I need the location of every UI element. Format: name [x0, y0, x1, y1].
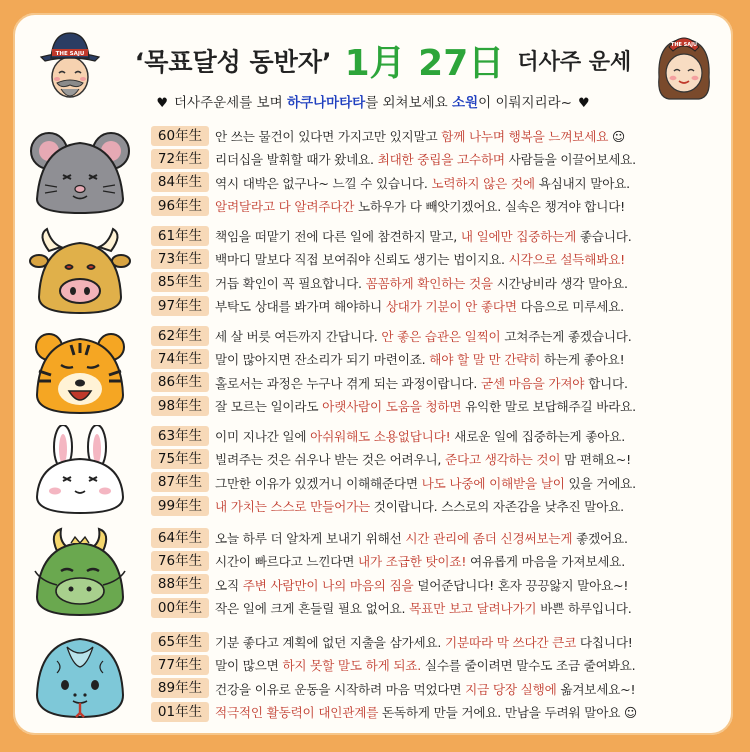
fortune-text: 알려달라고 다 알려주다간 노하우가 다 빼앗기겠어요. 실속은 챙겨야 합니다!: [215, 199, 626, 215]
header: [13, 13, 733, 125]
fortune-rows: [151, 324, 726, 417]
fortune-row: [151, 549, 726, 572]
fortune-text: 건강을 이유로 운동을 시작하려 마음 먹었다면 지금 당장 실행에 옮겨보세요~!: [215, 681, 636, 697]
fortune-row: [151, 526, 726, 549]
fortune-text: 말이 많으면 하지 못할 말도 하게 되죠. 실수를 줄이려면 말수도 조금 줄여봐요.: [215, 658, 636, 674]
fortune-text: 거듭 확인이 꼭 필요합니다. 꼼꼼하게 확인하는 것을 시간낭비라 생각 말아요.: [215, 275, 628, 291]
birth-year-badge: 64年生: [151, 528, 209, 548]
snake-icon: [27, 631, 133, 723]
birth-year-badge: 77年生: [151, 655, 209, 675]
fortune-text: 홀로서는 과정은 누구나 겪게 되는 과정이랍니다. 굳센 마음을 가져야 합니다.: [215, 375, 628, 391]
left-hat-text: THE SAJU: [55, 51, 85, 57]
rat-icon: [27, 125, 133, 217]
fortune-row: [151, 347, 726, 370]
birth-year-badge: 84年生: [151, 172, 209, 192]
birth-year-badge: 76年生: [151, 551, 209, 571]
birth-year-badge: 86年生: [151, 372, 209, 392]
zodiac-section-rat: [13, 121, 733, 221]
fortune-rows: [151, 224, 726, 317]
subtitle-highlight-2: 소원: [452, 95, 479, 111]
birth-year-badge: 63年生: [151, 426, 209, 446]
fortune-row: [151, 247, 726, 270]
heart-left-icon: ♥: [156, 96, 169, 111]
fortune-row: [151, 424, 726, 447]
fortune-row: [151, 471, 726, 494]
birth-year-badge: 89年生: [151, 678, 209, 698]
fortune-row: [151, 653, 726, 676]
fortune-row: [151, 194, 726, 217]
zodiac-section-ox: [13, 221, 733, 321]
fortune-rows: [151, 630, 726, 723]
birth-year-badge: 61年生: [151, 226, 209, 246]
page-title: [83, 35, 683, 86]
birth-year-badge: 01年生: [151, 702, 209, 722]
ox-icon: [27, 225, 133, 317]
zodiac-section-rabbit: [13, 421, 733, 521]
birth-year-badge: 73年生: [151, 249, 209, 269]
fortune-row: [151, 294, 726, 317]
fortune-text: 역시 대박은 없구나~ 느낄 수 있습니다. 노력하지 않은 것에 욕심내지 말아요.: [215, 175, 630, 191]
subtitle-post: 이 이뤄지리라~: [478, 95, 572, 111]
title-quote: ‘목표달성 동반자’: [134, 47, 332, 77]
fortune-text: 부탁도 상대를 봐가며 해야하니 상대가 기분이 안 좋다면 다음으로 미루세요.: [215, 299, 624, 315]
fortune-text: 빌려주는 것은 쉬우나 받는 것은 어려우니, 준다고 생각하는 것이 맘 편해요~!: [215, 452, 632, 468]
tiger-icon: [27, 325, 133, 417]
fortune-text: 오늘 하루 더 알차게 보내기 위해선 시간 관리에 좀더 신경써보는게 좋겠어요.: [215, 531, 628, 547]
fortune-text: 내 가치는 스스로 만들어가는 것이랍니다. 스스로의 자존감을 낮추진 말아요.: [215, 499, 624, 515]
fortune-row: [151, 630, 726, 653]
fortune-rows: [151, 424, 726, 517]
birth-year-badge: 96年生: [151, 196, 209, 216]
fortune-text: 그만한 이유가 있겠거니 이해해준다면 나도 나중에 이해받을 날이 있을 거에요.: [215, 475, 636, 491]
dragon-icon: [27, 527, 133, 619]
birth-year-badge: 85年生: [151, 272, 209, 292]
fortune-card: [9, 9, 737, 739]
birth-year-badge: 87年生: [151, 472, 209, 492]
fortune-row: [151, 447, 726, 470]
subtitle-pre: 더사주운세를 보며: [174, 95, 287, 111]
fortune-text: 잘 모르는 일이라도 아랫사람이 도움을 청하면 유익한 말로 보답해주길 바라요.: [215, 399, 636, 415]
fortune-row: [151, 171, 726, 194]
birth-year-badge: 74年生: [151, 349, 209, 369]
subtitle-mid: 를 외쳐보세요: [365, 95, 453, 111]
fortune-text: 책임을 떠맡기 전에 다른 일에 참견하지 말고, 내 일에만 집중하는게 좋습니다.: [215, 229, 632, 245]
fortune-text: 백마디 말보다 직접 보여줘야 신뢰도 생기는 법이지요. 시각으로 설득해봐요!: [215, 252, 626, 268]
fortune-text: 오직 주변 사람만이 나의 마음의 짐을 덜어준답니다! 혼자 끙끙앓지 말아요~!: [215, 577, 629, 593]
fortune-text: 말이 많아지면 잔소리가 되기 마련이죠. 해야 할 말 만 간략히 하는게 좋아요!: [215, 352, 625, 368]
birth-year-badge: 75年生: [151, 449, 209, 469]
right-hat-text: THE SAJU: [670, 42, 698, 48]
subtitle-highlight-1: 하쿠나마타타: [286, 95, 366, 111]
fortune-text: 이미 지나간 일에 아쉬워해도 소용없답니다! 새로운 일에 집중하는게 좋아요.: [215, 429, 626, 445]
fortune-text: 적극적인 활동력이 대인관계를 돈독하게 만들 거에요. 만남을 두려워 말아요 ☺: [215, 705, 637, 721]
subtitle: [13, 91, 733, 111]
rabbit-icon: [27, 425, 133, 517]
birth-year-badge: 97年生: [151, 296, 209, 316]
birth-year-badge: 60年生: [151, 126, 209, 146]
birth-year-badge: 65年生: [151, 632, 209, 652]
fortune-row: [151, 224, 726, 247]
fortune-row: [151, 596, 726, 619]
birth-year-badge: 98年生: [151, 396, 209, 416]
title-suffix: 더사주 운세: [517, 50, 632, 75]
fortune-rows: [151, 526, 726, 619]
fortune-row: [151, 371, 726, 394]
fortune-text: 안 쓰는 물건이 있다면 가지고만 있지말고 함께 나누며 행복을 느껴보세요 ☺: [215, 129, 625, 145]
fortune-row: [151, 494, 726, 517]
fortune-row: [151, 573, 726, 596]
birth-year-badge: 99年生: [151, 496, 209, 516]
zodiac-section-dragon: [13, 523, 733, 623]
fortune-row: [151, 124, 726, 147]
fortune-rows: [151, 124, 726, 217]
zodiac-section-tiger: [13, 321, 733, 421]
fortune-text: 작은 일에 크게 흔들릴 필요 없어요. 목표만 보고 달려나가기 바쁜 하루입니다.: [215, 601, 632, 617]
fortune-row: [151, 700, 726, 723]
zodiac-section-snake: [13, 627, 733, 727]
fortune-row: [151, 147, 726, 170]
fortune-text: 세 살 버릇 여든까지 간답니다. 안 좋은 습관은 일찍이 고쳐주는게 좋겠습니다.: [215, 329, 632, 345]
fortune-row: [151, 324, 726, 347]
fortune-row: [151, 271, 726, 294]
birth-year-badge: 88年生: [151, 574, 209, 594]
heart-right-icon: ♥: [577, 96, 590, 111]
fortune-text: 기분 좋다고 계획에 없던 지출을 삼가세요. 기분따라 막 쓰다간 큰코 다칩니다!: [215, 635, 633, 651]
fortune-text: 시간이 빠르다고 느낀다면 내가 조급한 탓이죠! 여유롭게 마음을 가져보세요.: [215, 554, 626, 570]
title-date: 1月 27日: [344, 43, 505, 84]
fortune-row: [151, 394, 726, 417]
birth-year-badge: 00年生: [151, 598, 209, 618]
fortune-row: [151, 677, 726, 700]
birth-year-badge: 72年生: [151, 149, 209, 169]
fortune-text: 리더십을 발휘할 때가 왔네요. 최대한 중립을 고수하며 사람들을 이끌어보세요.: [215, 152, 636, 168]
birth-year-badge: 62年生: [151, 326, 209, 346]
